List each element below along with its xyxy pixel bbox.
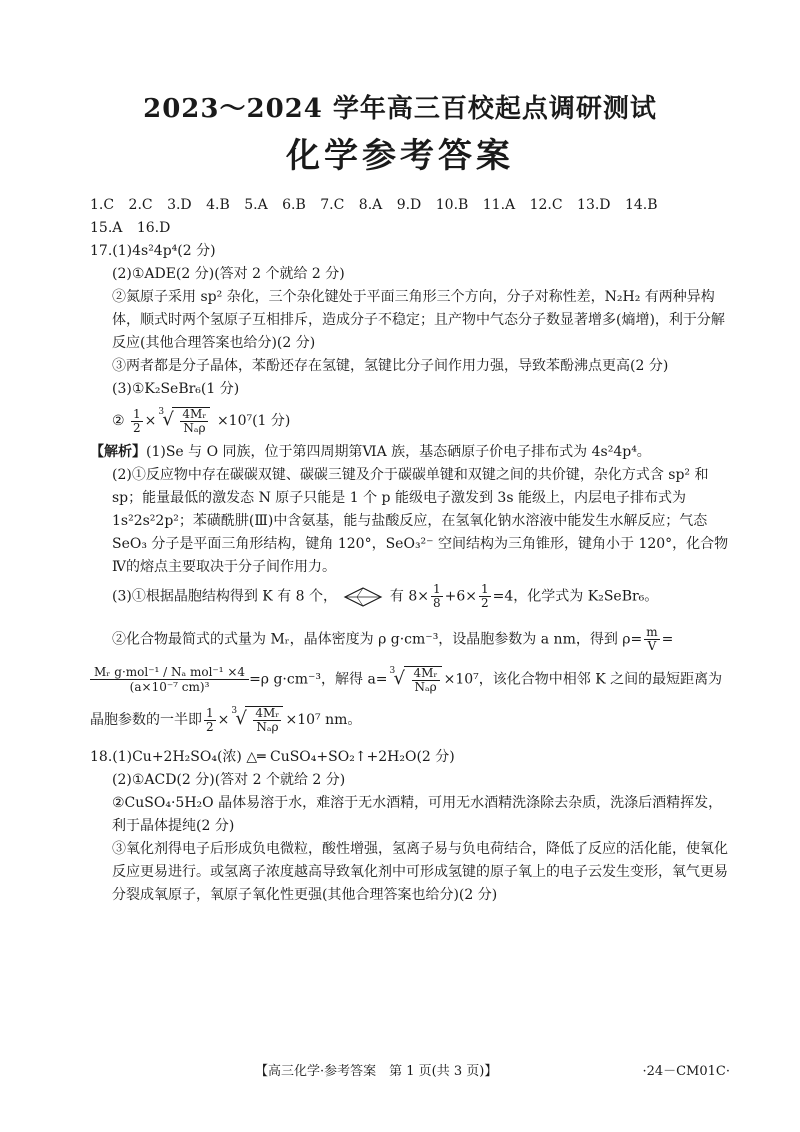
q17-analysis-1 [90, 441, 730, 464]
fraction-numerator: 1 [133, 406, 141, 421]
q17-analysis-2: (2)①反应物中存在碳碳双键、碳碳三键及介于碳碳单键和双键之间的共价键，杂化方式含 sp² 和 sp；能量最低的激发态 N 原子只能是 1 个 p 能级电子激发到 3s 能级上，内层电子排布式为 1s²2s²2p²；苯磺酰肼(Ⅲ)中含氨基，能与盐酸反应，在氢氧化钠水溶液中能发生水解反应；气态 SeO₃ 分子是平面三角形结构，键角 120°，SeO₃²⁻ 空间结构为三角锥形，键角小于 120°，化合物Ⅳ的熔点主要取决于分子间作用力。 [112, 467, 729, 575]
fraction [644, 626, 659, 653]
page-title: 2023～2024 学年高三百校起点调研测试 [143, 94, 657, 124]
mc-answer: 15.A [90, 220, 123, 236]
analysis-tag: 【解析】 [90, 444, 146, 460]
q17-analysis-5 [90, 665, 730, 694]
analysis-text: ×10⁷ nm。 [285, 712, 362, 728]
q17-analysis-3 [90, 583, 730, 610]
answer-content [90, 194, 730, 907]
mc-answer: 14.B [624, 197, 658, 213]
root-index: 3 [158, 407, 165, 417]
fraction-denominator: 2 [206, 719, 214, 734]
fraction-numerator: 1 [206, 705, 214, 720]
mc-answer: 4.B [206, 197, 230, 213]
equation-numerator: Mᵣ g·mol⁻¹ / Nₐ mol⁻¹ ×4 [90, 665, 249, 680]
analysis-text: 有 8× [389, 588, 429, 605]
q17-part1: 17.(1)4s²4p⁴(2 分) [90, 243, 216, 259]
answer-marker: ② [112, 413, 125, 429]
mc-answer: 11.A [482, 197, 516, 213]
fraction [204, 707, 216, 734]
page-subtitle: 化学参考答案 [286, 136, 514, 176]
fraction-denominator: 2 [481, 596, 489, 610]
mc-answer: 7.C [320, 197, 345, 213]
analysis-text: (3)①根据晶胞结构得到 K 有 8 个， [112, 588, 337, 605]
mc-answers-line-1 [90, 194, 730, 217]
q18-part2-1: (2)①ACD(2 分)(答对 2 个就给 2 分) [112, 772, 346, 788]
fraction [253, 707, 281, 734]
fraction-numerator: m [646, 625, 658, 639]
root-index: 3 [389, 665, 396, 676]
fraction-numerator: 4Mᵣ [255, 706, 280, 720]
fraction-numerator: 4Mᵣ [182, 407, 207, 421]
fraction-numerator: 1 [481, 582, 489, 596]
density-equation [90, 665, 249, 694]
footer-code: ·24－CM01C· [642, 1064, 730, 1079]
cube-root [231, 706, 283, 734]
radical-sign-icon: √ [393, 667, 406, 689]
fraction-denominator: Nₐρ [414, 679, 437, 694]
mc-answer: 8.A [358, 197, 383, 213]
fraction [412, 667, 440, 694]
analysis-text: (1)Se 与 O 同族，位于第四周期第ⅥA 族，基态硒原子价电子排布式为 4s²4p⁴。 [146, 444, 651, 460]
mc-answer: 10.B [435, 197, 469, 213]
fraction-denominator: 2 [133, 420, 141, 435]
fraction-numerator: 1 [433, 582, 441, 596]
root-index: 3 [231, 706, 238, 716]
mc-answer: 2.C [128, 197, 153, 213]
q18-part1: 18.(1)Cu+2H₂SO₄(浓) △═ CuSO₄+SO₂↑+2H₂O(2 分) [90, 749, 455, 765]
fraction-denominator: Nₐρ [256, 720, 279, 734]
fraction-numerator: 4Mᵣ [413, 665, 438, 680]
q17-analysis-6: 晶胞参数的一半即 $\frac{1}{2}$ × 3 √ $\frac{\text{4Mᵣ}}{\text{Nₐρ}}$ ×10⁷ nm。 [90, 706, 730, 734]
analysis-text: ②化合物最简式的式量为 Mᵣ，晶体密度为 ρ g·cm⁻³，设晶胞参数为 a nm，得到 ρ= [112, 631, 643, 648]
mc-answer: 9.D [396, 197, 422, 213]
q17-part2-1: (2)①ADE(2 分)(答对 2 个就给 2 分) [112, 266, 345, 282]
analysis-text: =4，化学式为 K₂SeBr₆。 [492, 588, 659, 605]
fraction [479, 583, 491, 610]
cube-root [158, 407, 210, 435]
equation-denominator: (a×10⁻⁷ cm)³ [129, 680, 210, 694]
mc-answer: 6.B [282, 197, 306, 213]
fraction-denominator: 8 [433, 596, 441, 610]
q18-part2-3: ③氧化剂得电子后形成负电微粒，酸性增强，氢离子易与负电荷结合，降低了反应的活化能，使氧化反应更易进行。或氢离子浓度越高导致氧化剂中可形成氢键的原子氧上的电子云发生变形，氧气更易分裂成氧原子，氧原子氧化性更强(其他合理答案也给分)(2 分) [112, 841, 728, 903]
q17-part2-3: ③两者都是分子晶体，苯酚还存在氢键，氢键比分子间作用力强，导致苯酚沸点更高(2 分) [112, 358, 669, 374]
formula-suffix: ×10⁷(1 分) [216, 413, 291, 429]
mc-answer: 1.C [90, 197, 115, 213]
fraction [431, 583, 443, 610]
cube-root [390, 666, 442, 694]
fraction [180, 408, 208, 435]
analysis-text: =ρ g·cm⁻³，解得 a= [249, 671, 388, 688]
footer-page-info: 【高三化学·参考答案 第 1 页(共 3 页)】 [255, 1064, 498, 1079]
analysis-text: ×10⁷，该化合物中相邻 K 之间的最短距离为 [443, 671, 723, 688]
mc-answer: 13.D [577, 197, 611, 213]
mc-answers-line-2 [90, 217, 730, 240]
analysis-text: 晶胞参数的一半即 [90, 712, 202, 728]
analysis-text: +6× [444, 588, 478, 605]
fraction-denominator: V [647, 639, 657, 653]
mc-answer: 3.D [167, 197, 192, 213]
q17-analysis-4 [90, 626, 730, 653]
q17-part2-2: ②氮原子采用 sp² 杂化，三个杂化键处于平面三角形三个方向，分子对称性差，N₂H₂ 有两种异构体，顺式时两个氢原子互相排斥，造成分子不稳定；且产物中气态分子数显著增多(熵增)，利于分解反应(其他合理答案也给分)(2 分) [112, 289, 725, 351]
mc-answer: 5.A [244, 197, 268, 213]
mc-answer: 12.C [529, 197, 563, 213]
analysis-text: = [661, 631, 674, 648]
radical-sign-icon: √ [235, 708, 247, 729]
q17-part3-2: ② $\frac{1}{2}$ × 3 √ $\frac{\text{4Mᵣ}}{\text{Nₐρ}}$ ×10⁷(1 分) [90, 407, 730, 435]
q18-part2-2: ②CuSO₄·5H₂O 晶体易溶于水，难溶于无水酒精，可用无水酒精洗涤除去杂质，洗涤后酒精挥发，利于晶体提纯(2 分) [112, 795, 723, 834]
fraction-denominator: Nₐρ [183, 421, 206, 435]
mc-answer: 16.D [136, 220, 171, 236]
fraction [131, 408, 143, 435]
octahedron-icon [343, 586, 383, 608]
radical-sign-icon: √ [162, 409, 174, 430]
q17-part3-1: (3)①K₂SeBr₆(1 分) [112, 381, 240, 397]
